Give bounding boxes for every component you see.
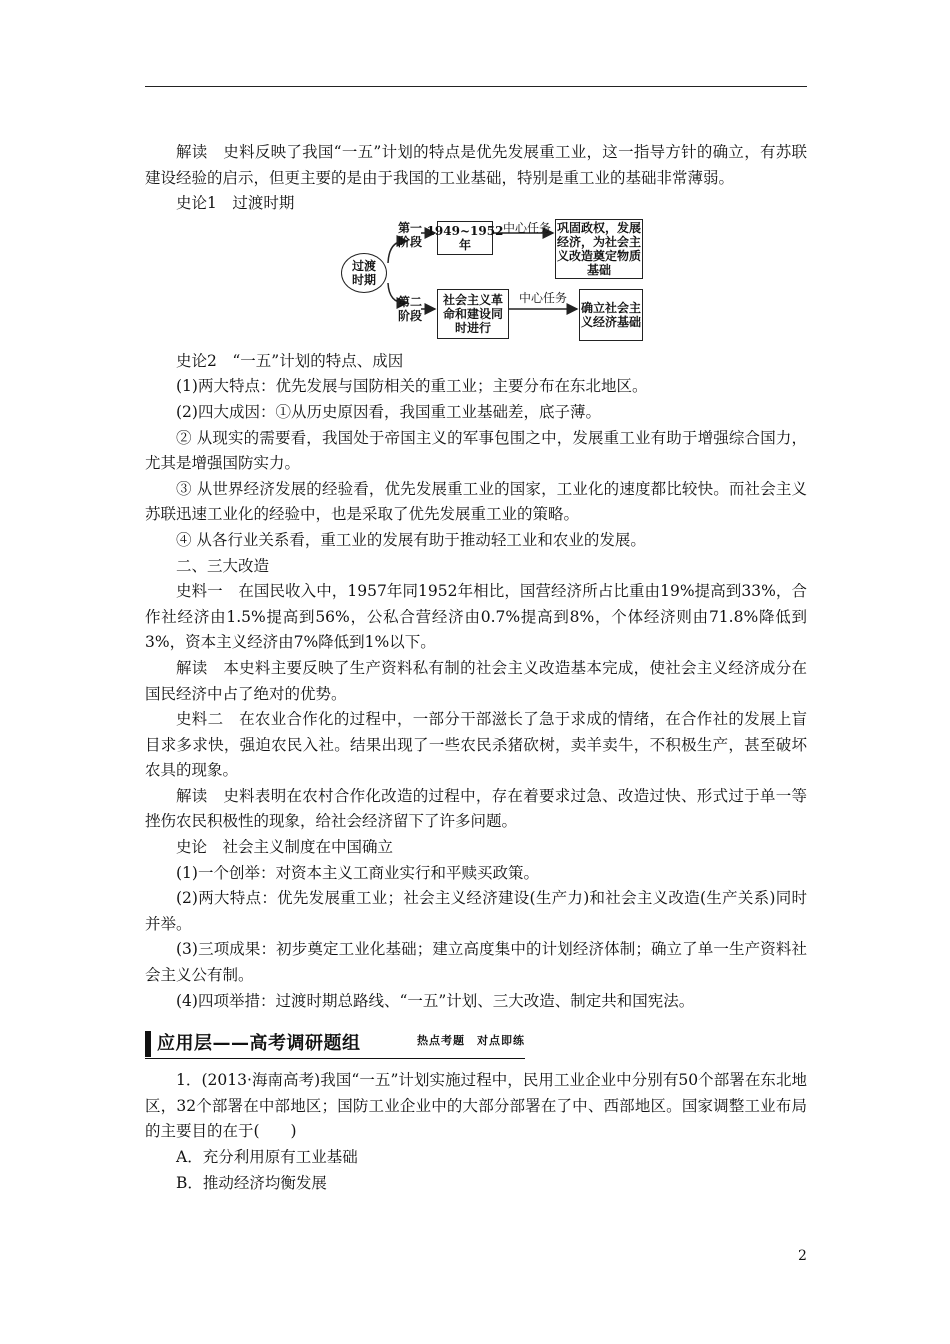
paragraph: (1)一个创举：对资本主义工商业实行和平赎买政策。 <box>176 863 539 882</box>
stage1-result-text: 巩固政权，发展经济，为社会主义改造奠定物质基础 <box>557 220 642 277</box>
stage1-period-box <box>426 221 504 255</box>
stage1-period-text: 1949~1952年 <box>426 223 504 252</box>
stage2-result-text: 确立社会主义经济基础 <box>581 300 642 329</box>
section-subtitle: 热点考题 对点即练 <box>417 1034 525 1048</box>
paragraph: 解读 史料反映了我国“一五”计划的特点是优先发展重工业，这一指导方针的确立，有苏联建设经验的启示，但更主要的是由于我国的工业基础，特别是重工业的基础非常薄弱。 <box>145 143 807 187</box>
paragraph: (3)三项成果：初步奠定工业化基础；建立高度集中的计划经济体制；确立了单一生产资料社会主义公有制。 <box>145 940 807 985</box>
heading-shilun-2: 史论2 “一五”计划的特点、成因 <box>176 351 404 370</box>
section-bar-marker <box>145 1031 151 1057</box>
section-header <box>145 1028 807 1058</box>
stage1-result-box <box>555 219 643 279</box>
stage2-period-text: 社会主义革命和建设同时进行 <box>442 292 503 335</box>
header-rule <box>145 86 807 87</box>
page-number: 2 <box>798 1248 807 1264</box>
question-stem: 1．(2013·海南高考)我国“一五”计划实施过程中，民用工业企业中分别有50个部署在东北地区，32个部署在中部地区；国防工业企业中的大部分部署在了中、西部地区。国家调整工业布局的主要目的在于( ) <box>145 1071 807 1141</box>
paragraph: (2)四大成因：①从历史原因看，我国重工业基础差，底子薄。 <box>176 402 601 421</box>
paragraph: 解读 本史料主要反映了生产资料私有制的社会主义改造基本完成，使社会主义经济成分在国民经济中占了绝对的优势。 <box>145 658 807 703</box>
paragraph: (1)两大特点：优先发展与国防相关的重工业；主要分布在东北地区。 <box>176 377 648 396</box>
paragraph: ④ 从各行业关系看，重工业的发展有助于推动轻工业和农业的发展。 <box>176 530 646 549</box>
stage2-result-box <box>579 289 643 341</box>
stage2-task-label: 中心任务 <box>518 290 567 305</box>
paragraph: ③ 从世界经济发展的经验看，优先发展重工业的国家，工业化的速度都比较快。而社会主义苏联迅速工业化的经验中，也是采取了优先发展重工业的策略。 <box>145 479 807 524</box>
heading-three-reforms: 二、三大改造 <box>176 556 270 575</box>
stage2-period-box <box>437 289 509 339</box>
section-underline <box>145 1058 525 1059</box>
paragraph: 史料二 在农业合作化的过程中，一部分干部滋长了急于求成的情绪，在合作社的发展上盲目求多求快，强迫农民入社。结果出现了一些农民杀猪砍树，卖羊卖牛，不积极生产，甚至破坏农具的现象。 <box>145 710 807 780</box>
heading-shilun-1: 史论1 过渡时期 <box>176 194 295 213</box>
stage1-task-label: 中心任务 <box>502 220 551 235</box>
stage1-label: 第一阶段 <box>397 220 422 249</box>
paragraph: ② 从现实的需要看，我国处于帝国主义的军事包围之中，发展重工业有助于增强综合国力，尤其是增强国防实力。 <box>145 428 807 473</box>
option-b: B．推动经济均衡发展 <box>176 1173 327 1192</box>
stage2-label: 第二阶段 <box>397 294 422 323</box>
page-content <box>145 140 807 1196</box>
heading-shilun: 史论 社会主义制度在中国确立 <box>176 838 394 857</box>
root-label: 过渡时期 <box>351 258 376 287</box>
paragraph: 史料一 在国民收入中，1957年同1952年相比，国营经济所占比重由19%提高到33%，合作社经济由1.5%提高到56%，公私合营经济由0.7%提高到8%，个体经济则由71.8%降低到3%，资本主义经济由7%降低到1%以下。 <box>145 582 807 652</box>
paragraph: (2)两大特点：优先发展重工业；社会主义经济建设(生产力)和社会主义改造(生产关系)同时并举。 <box>145 889 807 933</box>
section-title: 应用层——高考调研题组 <box>157 1033 361 1055</box>
paragraph: 解读 史料表明在农村合作化改造的过程中，存在着要求过急、改造过快、形式过于单一等挫伤农民积极性的现象，给社会经济留下了许多问题。 <box>145 786 807 831</box>
paragraph: (4)四项举措：过渡时期总路线、“一五”计划、三大改造、制定共和国宪法。 <box>176 991 695 1010</box>
root-node <box>341 253 387 293</box>
option-a: A．充分利用原有工业基础 <box>176 1148 358 1166</box>
transition-period-diagram <box>145 219 807 349</box>
